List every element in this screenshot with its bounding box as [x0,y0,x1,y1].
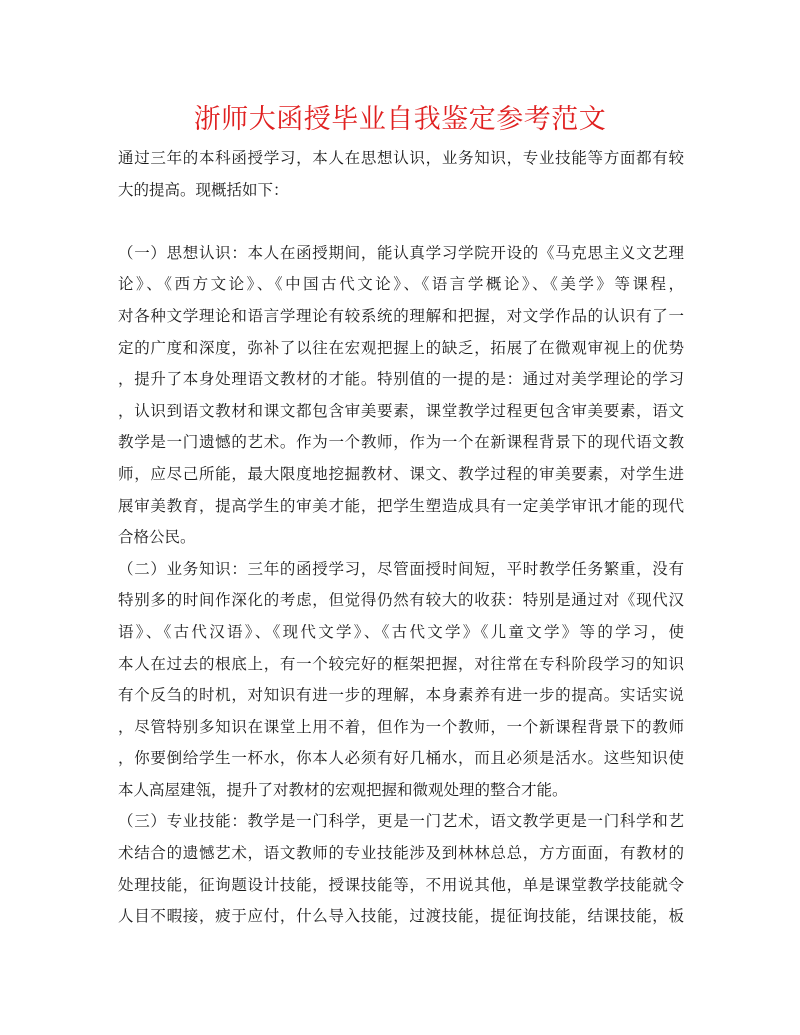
text-line: ，认识到语文教材和课文都包含审美要素，课堂教学过程更包含审美要素，语文 [118,401,684,420]
text-line: 通过三年的本科函授学习，本人在思想认识，业务知识，专业技能等方面都有较 [118,149,684,167]
text-line: ，你要倒给学生一杯水，你本人必须有好几桶水，而且必须是活水。这些知识使 [118,749,684,768]
text-line: 师，应尽己所能，最大限度地挖掘教材、课文、教学过程的审美要素，对学生进 [118,464,684,483]
text-line: 对各种文学理论和语言学理论有较系统的理解和把握，对文学作品的认识有了一 [118,306,684,325]
text-line: 合格公民。 [118,528,196,547]
text-line: 术结合的遗憾艺术，语文教师的专业技能涉及到林林总总，方方面面，有教材的 [118,844,684,863]
text-line: （一）思想认识：本人在函授期间，能认真学习学院开设的《马克思主义文艺理 [118,243,684,262]
text-line: 语》、《古代汉语》、《现代文学》、《古代文学》《儿童文学》等的学习，使 [118,622,684,641]
text-line: ，尽管特别多知识在课堂上用不着，但作为一个教师，一个新课程背景下的教师 [118,717,684,736]
text-line: （三）专业技能：教学是一门科学，更是一门艺术，语文教学更是一门科学和艺 [118,812,684,831]
text-line: ，提升了本身处理语文教材的才能。特别值的一提的是：通过对美学理论的学习 [118,370,684,389]
text-line: 大的提高。现概括如下： [118,180,289,199]
text-line: 论》、《西方文论》、《中国古代文论》、《语言学概论》、《美学》等课程， [118,275,684,294]
text-line: 展审美教育，提高学生的审美才能，把学生塑造成具有一定美学审讯才能的现代 [118,496,684,515]
text-line: 教学是一门遗憾的艺术。作为一个教师，作为一个在新课程背景下的现代语文教 [118,433,684,452]
text-line: 本人在过去的根底上，有一个较完好的框架把握，对往常在专科阶段学习的知识 [118,654,684,673]
document-body [118,143,684,933]
text-line: （二）业务知识：三年的函授学习，尽管面授时间短，平时教学任务繁重，没有 [118,559,684,578]
text-line: 特别多的时间作深化的考虑，但觉得仍然有较大的收获：特别是通过对《现代汉 [118,591,684,610]
document-title: 浙师大函授毕业自我鉴定参考范文 [193,104,607,135]
text-line: 处理技能，征询题设计技能，授课技能等，不用说其他，单是课堂教学技能就令 [118,875,684,894]
text-line: 人目不暇接，疲于应付，什么导入技能，过渡技能，提征询技能，结课技能，板 [118,907,684,926]
text-line: 有个反刍的时机，对知识有进一步的理解，本身素养有进一步的提高。实话实说 [118,686,684,705]
blank-line [118,206,684,238]
text-line: 本人高屋建瓴，提升了对教材的宏观把握和微观处理的整合才能。 [118,780,568,799]
text-line: 定的广度和深度，弥补了以往在宏观把握上的缺乏，拓展了在微观审视上的优势 [118,338,684,357]
